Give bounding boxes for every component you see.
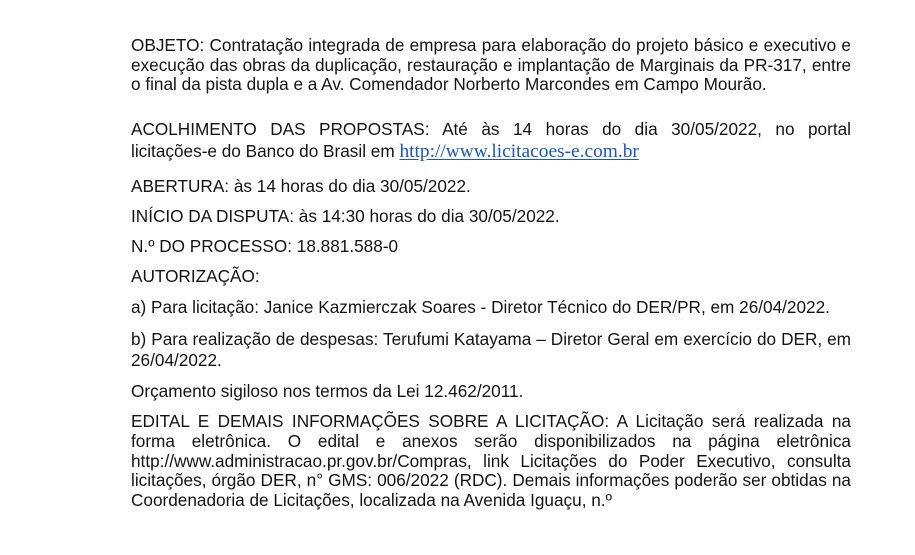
acolhimento-line2-text: licitações-e do Banco do Brasil em: [131, 141, 400, 162]
autorizacao-heading: AUTORIZAÇÃO:: [131, 266, 260, 287]
acolhimento-line2: [131, 139, 851, 164]
numero-processo-text: N.º DO PROCESSO: 18.881.588-0: [131, 236, 399, 257]
document-page: [131, 36, 851, 510]
autorizacao-a-paragraph: a) Para licitação: Janice Kazmierczak Soares - Diretor Técnico do DER/PR, em 26/04/2022.: [131, 297, 830, 318]
edital-paragraph: EDITAL E DEMAIS INFORMAÇÕES SOBRE A LICITAÇÃO: A Licitação será realizada na forma eletrônica. O edital e anexos serão disponibilizados na página eletrônica http://www.administracao.pr.gov.br/Compras, link Licitações do Poder Executivo, consulta licitações, órgão DER, n° GMS: 006/2022 (RDC). Demais informações poderão ser obtidas na Coordenadoria de Licitações, localizada na Avenida Iguaçu, n.º: [131, 411, 851, 510]
acolhimento-line1: ACOLHIMENTO DAS PROPOSTAS: Até às 14 horas do dia 30/05/2022, no portal: [131, 118, 851, 139]
inicio-disputa-text: INÍCIO DA DISPUTA: às 14:30 horas do dia 30/05/2022.: [131, 206, 560, 227]
orcamento-text: Orçamento sigiloso nos termos da Lei 12.462/2011.: [131, 381, 524, 402]
abertura-text: ABERTURA: às 14 horas do dia 30/05/2022.: [131, 176, 471, 197]
autorizacao-b-paragraph: b) Para realização de despesas: Terufumi Katayama – Diretor Geral em exercício do DER, em 26/04/2022.: [131, 329, 851, 371]
licitacoes-e-link[interactable]: http://www.licitacoes-e.com.br: [399, 141, 639, 163]
acolhimento-paragraph: [131, 120, 851, 165]
objeto-paragraph: OBJETO: Contratação integrada de empresa para elaboração do projeto básico e executivo e execução das obras da duplicação, restauração e implantação de Marginais da PR-317, entre o final da pista dupla e a Av. Comendador Norberto Marcondes em Campo Mourão.: [131, 35, 851, 95]
